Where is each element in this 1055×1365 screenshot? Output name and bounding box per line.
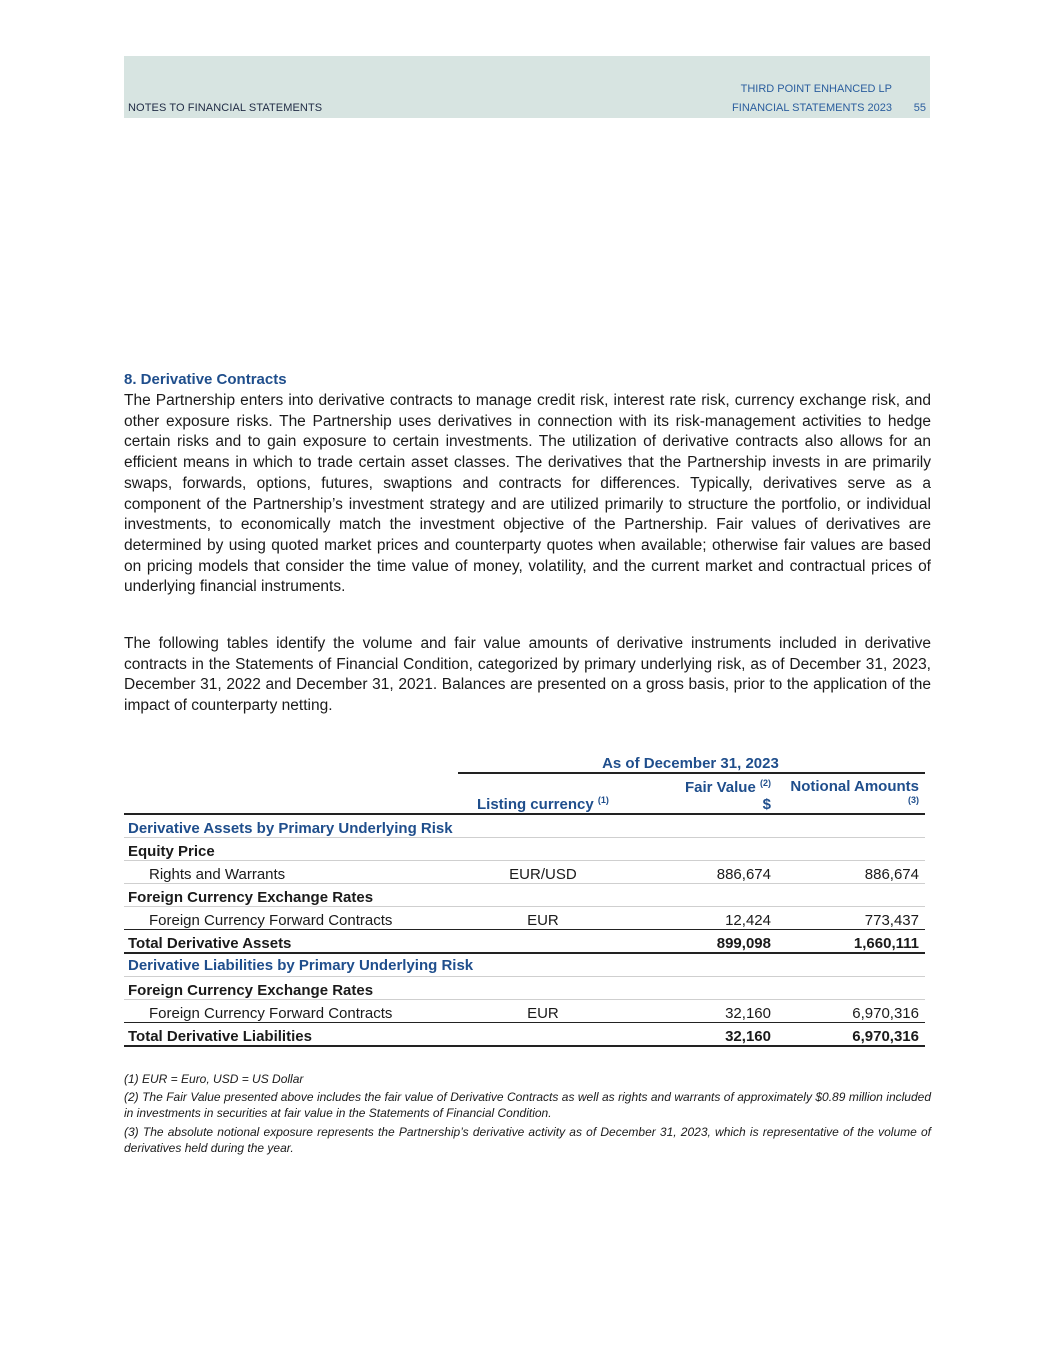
header-company: THIRD POINT ENHANCED LP — [740, 83, 892, 95]
row-label: Foreign Currency Forward Contracts — [149, 1005, 393, 1022]
col-listing-label: Listing currency — [476, 796, 594, 813]
col-fair-unit: $ — [762, 796, 771, 813]
table-period-row — [124, 750, 925, 773]
table-row — [124, 977, 925, 1000]
row-label: Foreign Currency Forward Contracts — [149, 912, 393, 929]
row-label: Rights and Warrants — [124, 861, 458, 884]
total-notional: 6,970,316 — [777, 1023, 925, 1047]
row-fair-value: 32,160 — [725, 1005, 771, 1022]
total-label: Total Derivative Liabilities — [124, 1023, 458, 1047]
table-row — [124, 814, 925, 838]
table-row — [124, 907, 925, 930]
row-fair-value: 886,674 — [630, 861, 777, 884]
page-number: 55 — [913, 102, 926, 114]
col-fair-value — [630, 773, 777, 814]
row-currency: EUR — [527, 1005, 559, 1022]
total-fair-value: 32,160 — [630, 1023, 777, 1047]
footnote-2: (2) The Fair Value presented above includes the fair value of Derivative Contracts as well as rights and warrants of approximately $0.89 million included in investments in securities at fair value in the Statements of Financial Condition. — [124, 1090, 931, 1120]
row-notional: 886,674 — [777, 861, 925, 884]
table-row-total — [124, 1023, 925, 1047]
total-notional: 1,660,111 — [777, 930, 925, 954]
paragraph-tables-intro: The following tables identify the volume and fair value amounts of derivative instruments included in derivative contracts in the Statements of Financial Condition, categorized by primary underlying risk, as of December 31, 2023, December 31, 2022 and December 31, 2021. Balances are presented on a gross basis, prior to the application of the impact of counterparty netting. — [124, 635, 931, 715]
row-fair-value: 12,424 — [725, 912, 771, 929]
liabilities-heading: Derivative Liabilities by Primary Underlying Risk — [124, 953, 925, 977]
paragraph-derivatives-overview: The Partnership enters into derivative contracts to manage credit risk, interest rate risk, currency exchange risk, and other exposure risks. The Partnership uses derivatives in connection with its risk-management activities to hedge certain risks and to gain exposure to certain investments. The utilization of derivative contracts also allows for an efficient means in which to trade certain asset classes. The derivatives that the Partnership invests in are primarily swaps, forwards, options, futures, swaptions and contracts for differences. Typically, derivatives serve as a component of the Partnership’s investment strategy and are utilized primarily to structure the portfolio, or individual investments, to economically match the investment objective of the Partnership. Fair values of derivatives are determined by using quoted market prices and counterparty quotes when available; otherwise fair values are based on pricing models that consider the time value of money, volatility, and the current market and contractual prices of underlying financial instruments. — [124, 392, 931, 596]
header-section-label: NOTES TO FINANCIAL STATEMENTS — [128, 102, 323, 114]
table-row — [124, 861, 925, 884]
column-header-row — [124, 773, 925, 814]
period-heading: As of December 31, 2023 — [458, 750, 925, 773]
fx-category: Foreign Currency Exchange Rates — [124, 884, 925, 907]
col-notional — [777, 773, 925, 814]
section-title: 8. Derivative Contracts — [124, 371, 287, 388]
derivatives-table — [124, 750, 925, 1047]
col-notional-footnote: (3) — [908, 795, 919, 805]
row-currency: EUR/USD — [458, 861, 630, 884]
col-fair-label: Fair Value — [684, 779, 756, 796]
total-label: Total Derivative Assets — [124, 930, 458, 954]
col-listing-currency — [458, 773, 630, 814]
row-notional: 6,970,316 — [852, 1005, 919, 1022]
col-fair-footnote: (2) — [759, 778, 771, 788]
col-notional-label: Notional Amounts — [790, 778, 919, 795]
col-listing-footnote: (1) — [597, 795, 609, 805]
row-notional: 773,437 — [864, 912, 919, 929]
header-report-title: FINANCIAL STATEMENTS 2023 — [732, 102, 892, 114]
table-row — [124, 838, 925, 861]
fx-category: Foreign Currency Exchange Rates — [124, 977, 925, 1000]
table-row — [124, 1000, 925, 1023]
row-currency: EUR — [527, 912, 559, 929]
table-row — [124, 884, 925, 907]
assets-heading: Derivative Assets by Primary Underlying Risk — [124, 814, 925, 838]
footnote-3: (3) The absolute notional exposure represents the Partnership’s derivative activity as of December 31, 2023, which is representative of the volume of derivatives held during the year. — [124, 1125, 931, 1155]
table-row — [124, 953, 925, 977]
total-fair-value: 899,098 — [630, 930, 777, 954]
footnote-1: (1) EUR = Euro, USD = US Dollar — [124, 1072, 304, 1086]
page-header — [124, 56, 930, 118]
equity-price-category: Equity Price — [124, 838, 925, 861]
table-row-total — [124, 930, 925, 954]
